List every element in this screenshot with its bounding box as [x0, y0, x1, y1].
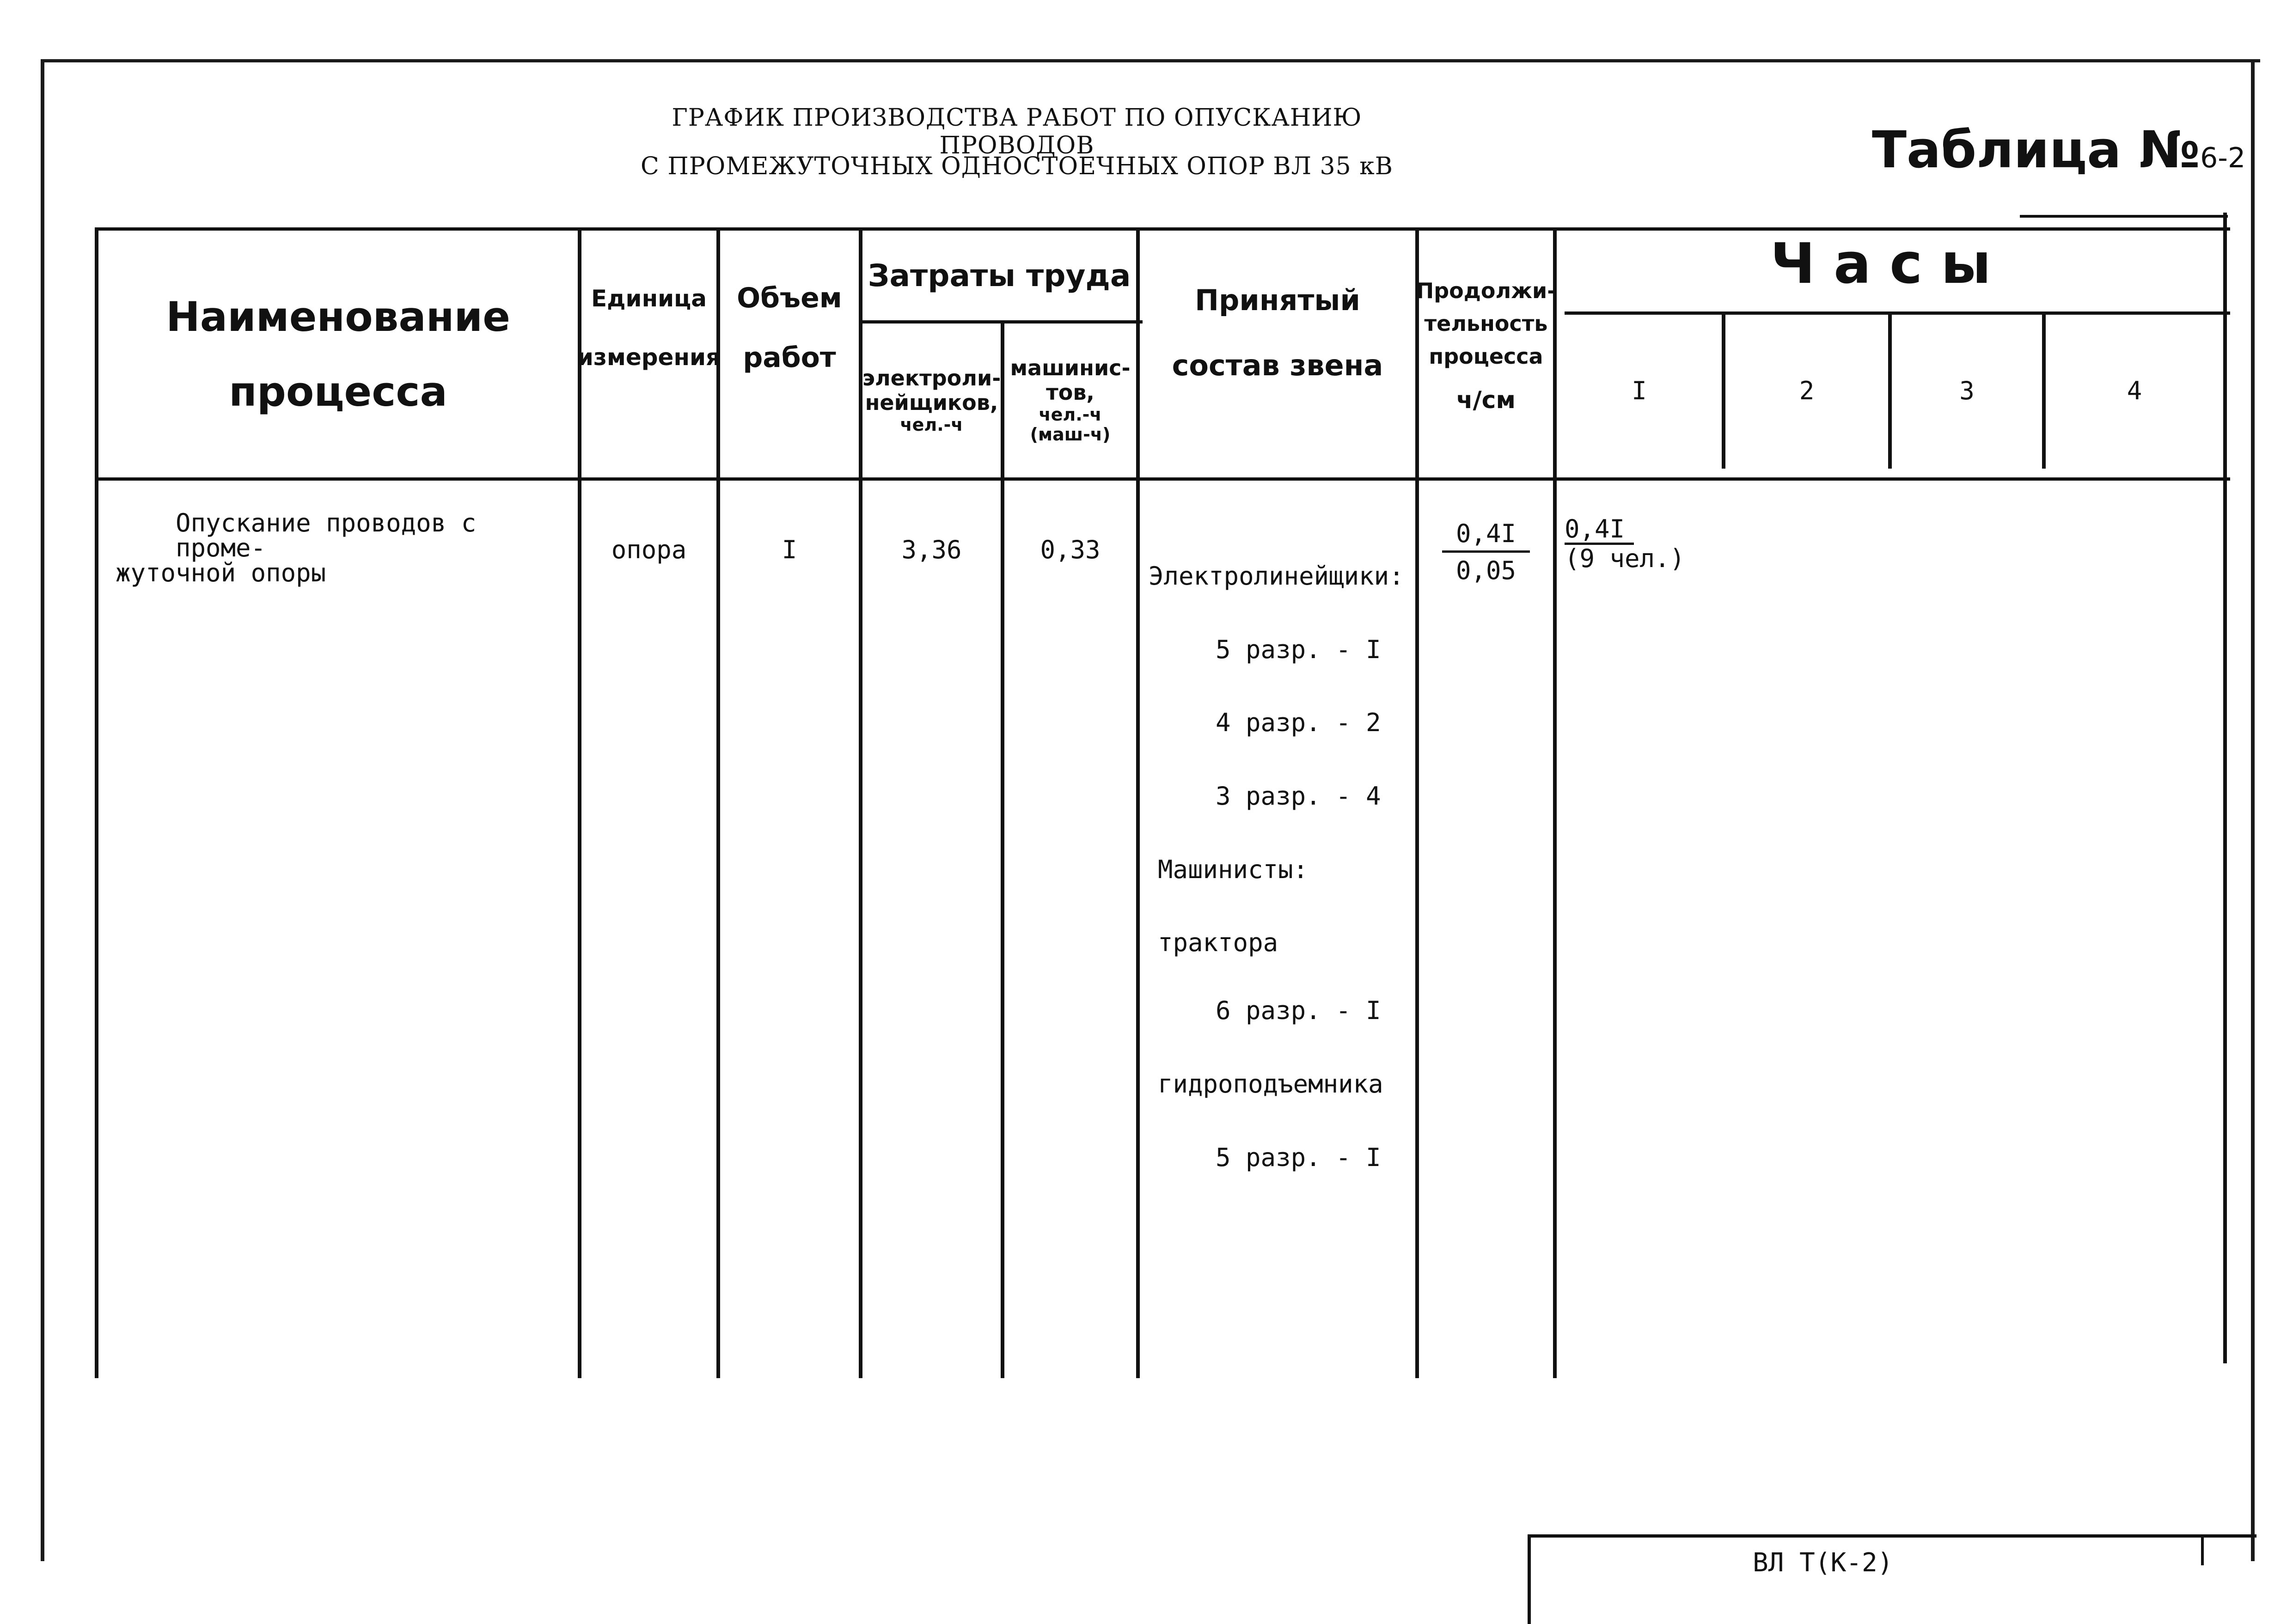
row-volume: I [782, 535, 797, 564]
header-crew [1140, 250, 1415, 416]
frame-top [42, 59, 2260, 62]
header-process-name [98, 231, 578, 477]
header-volume-line2: работ [743, 342, 836, 374]
row-crew [1149, 515, 1412, 1219]
header-unit [577, 259, 721, 397]
table-label-text: Таблица № [1872, 120, 2201, 179]
header-crew-line1: Принятый [1195, 283, 1360, 317]
header-labor-machinists-line2: тов, [1046, 379, 1095, 405]
row-duration-numerator: 0,4I [1442, 519, 1530, 552]
header-unit-line1: Единица [591, 285, 707, 312]
row-process [116, 508, 573, 587]
header-process-name-line1: Наименование [166, 293, 510, 341]
col-line-2 [716, 227, 720, 1378]
header-duration-line1: Продолжи- [1416, 278, 1556, 303]
frame-left [41, 59, 44, 1561]
row-duration-denominator: 0,05 [1455, 556, 1516, 585]
col-line-7 [1553, 227, 1557, 1378]
row-hours-bar-people: (9 чел.) [1565, 544, 1685, 574]
frame-right [2251, 59, 2255, 1561]
col-line-0 [95, 227, 98, 1378]
header-hours: Часы [1770, 232, 2010, 296]
header-crew-line2: состав звена [1172, 348, 1383, 382]
table-number: 6-2 [2200, 142, 2246, 174]
hours-subheader-line [1565, 311, 2230, 315]
row-crew-line: Машинисты: [1158, 855, 1309, 884]
col-line-1 [578, 227, 581, 1378]
header-labor-machinists-line3: чел.-ч [1039, 404, 1102, 425]
row-labor-machinists: 0,33 [1040, 535, 1101, 564]
header-labor-machinists-line4: (маш-ч) [1030, 424, 1111, 445]
row-duration [1419, 515, 1553, 589]
document-title-line2: С ПРОМЕЖУТОЧНЫХ ОДНОСТОЕЧНЫХ ОПОР ВЛ 35 кВ [641, 153, 1393, 180]
title-stamp [1528, 1534, 2256, 1624]
hour-col-3: 3 [1959, 376, 1975, 405]
header-labor-machinists [1004, 324, 1136, 477]
row-crew-line: гидроподъемника [1158, 1069, 1383, 1099]
hour-col-4: 4 [2127, 376, 2142, 405]
col-line-right [2223, 213, 2227, 1363]
header-labor-machinists-line1: машинис- [1010, 355, 1131, 380]
row-hours-bar-value: 0,4I [1565, 515, 1634, 545]
document-title-line1: ГРАФИК ПРОИЗВОДСТВА РАБОТ ПО ОПУСКАНИЮ ПРОВОДОВ [672, 104, 1362, 159]
col-line-3 [859, 227, 862, 1378]
stamp-text: ВЛ Т(К-2) [1753, 1548, 1893, 1578]
hour-col-2: 2 [1799, 376, 1815, 405]
hours-col-line-3 [2042, 311, 2046, 469]
header-duration-line2: тельность [1424, 311, 1548, 336]
table-label [1872, 120, 2245, 179]
hour-col-1: I [1632, 376, 1647, 405]
row-labor-electricians: 3,36 [901, 535, 962, 564]
header-labor-electricians-line1: электроли- [862, 365, 1001, 391]
row-crew-line: 5 разр. - I [1186, 635, 1381, 664]
col-line-5 [1136, 227, 1140, 1378]
header-volume [720, 259, 859, 397]
hours-col-line-2 [1888, 311, 1892, 469]
row-crew-line: Электролинейщики: [1149, 561, 1404, 591]
row-crew-line: 3 разр. - 4 [1186, 781, 1381, 811]
col-line-4 [1001, 320, 1004, 1378]
header-duration-line3: процесса [1429, 343, 1543, 369]
header-labor-electricians-line2: нейщиков, [865, 390, 998, 415]
header-volume-line1: Объем [737, 282, 842, 314]
row-process-line2: жуточной опоры [116, 558, 326, 587]
header-duration [1416, 236, 1556, 458]
row-crew-line: 6 разр. - I [1186, 996, 1381, 1026]
header-process-name-line2: процесса [229, 367, 447, 415]
col-line-6 [1415, 227, 1419, 1378]
header-labor-electricians-line3: чел.-ч [900, 414, 963, 435]
row-hours-bar [1565, 515, 1749, 573]
row-process-line1: Опускание проводов с проме- [176, 508, 477, 562]
row-crew-line: трактора [1158, 928, 1278, 958]
row-unit: опора [611, 535, 687, 564]
row-crew-line: 4 разр. - 2 [1186, 708, 1381, 738]
row-crew-line: 5 разр. - I [1186, 1142, 1381, 1172]
header-labor-electricians [862, 324, 1001, 477]
header-labor-cost: Затраты труда [868, 257, 1131, 293]
header-unit-line2: измерения [577, 344, 721, 371]
header-bottom-border [95, 477, 2230, 481]
header-duration-line4: ч/см [1456, 386, 1516, 415]
stamp-corner-line [2201, 1538, 2204, 1565]
hours-col-line-1 [1722, 311, 1725, 469]
